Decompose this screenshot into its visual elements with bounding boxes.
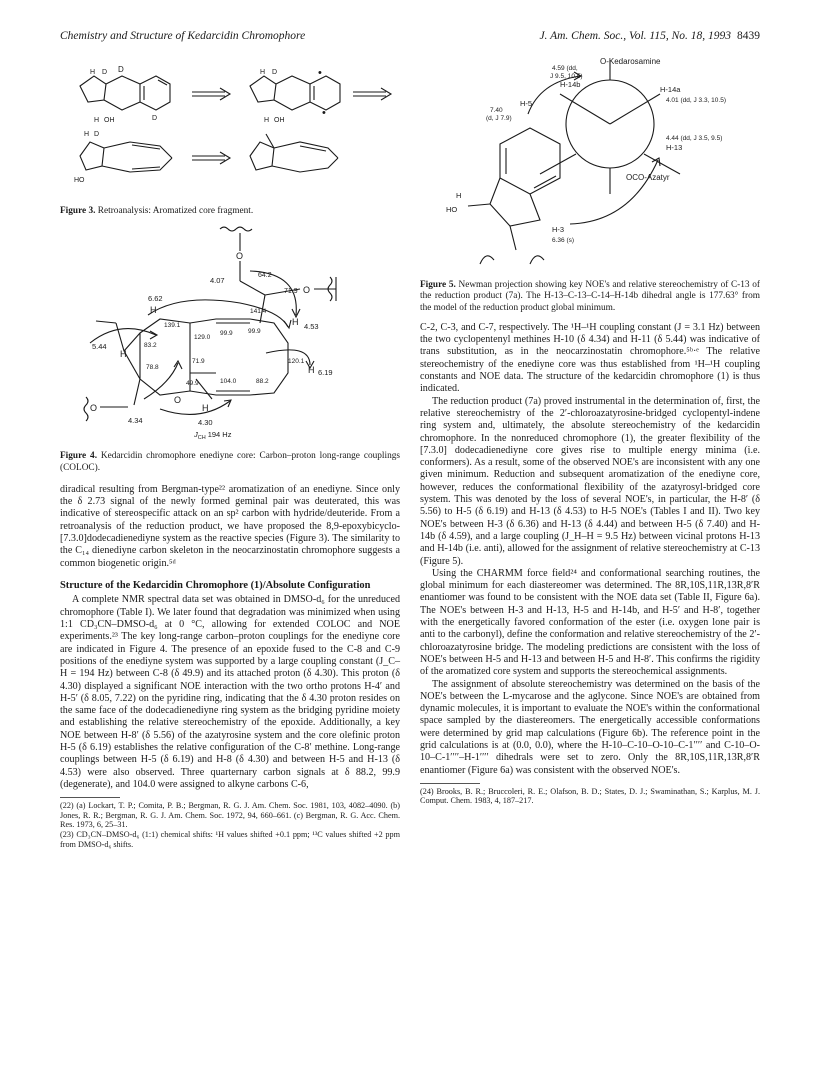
right-paragraph-3: Using the CHARMM force field²⁴ and conformational searching routines, the global minimum for each diastereomer was determined. The 8R,10S,11R,13R,8′R enantiomer was found to be consistent with the NOE data set (Table II, Figure 6a). The NOE's between H-3 and H-13, H-5 and H-14b, and H-5′ and H-8′, together with the energetically favored conformation of the ester (i.e. oxygen lone pair is anti to the carbonyl), define the conformation and relative stereochemistry of the 2′-chloroazatyrosine bridge. The modeling predictions are consistent with the loss of NOE's between H-5 and H-13 and between H-5 and H-8′. This confirms the rigidity of the aromatized core system and supports the stereochemical assignments. [420,567,760,678]
fig4-oxygen-3: O [90,403,98,414]
figure-3-caption [60,206,400,217]
figure-3 [60,54,400,204]
fig3-d-label-2: D [102,69,108,76]
left-column [60,54,400,849]
journal-name: J. Am. Chem. Soc., Vol. 115, No. 18, 1993 [539,30,731,42]
figure-3-caption-label: Figure 3. [60,206,96,216]
fig3-radical-dot-2: • [322,107,326,119]
footnote-23: (23) CD₃CN–DMSO-d₆ (1:1) chemical shifts: ¹H values shifted +0.1 ppm; ¹³C values shifted +2 ppm from DMSO-d₆ shifts. [60,830,400,849]
right-footnotes [420,787,760,806]
fig5-h14a-shift: 4.01 (dd, J 3.3, 10.5) [666,97,726,104]
fig4-label-4-53: 4.53 [304,322,319,332]
left-paragraph-1: diradical resulting from Bergman-type²² aromatization of an enediyne. Since only the δ 2.73 signal of the newly formed geminal pair was deuterated, this was indicative of stereospecific attack on an sp² carbon with hydride/deuteride. From a retroanalysis of the reduction product, we have proposed the 8,9-epoxybicyclo-[7.3.0]dodecadienediyne system as the reactive species (Figure 3). The similarity to the C₁₄ dienediyne carbon skeleton in the neocarzinostatin chromophore suggests a common biogenetic origin.⁵ᵈ [60,483,400,569]
fig5-h: H [456,191,462,200]
fig3-h-label-2: H [94,117,100,124]
fig4-label-139-1: 139.1 [164,322,181,330]
footnote-22: (22) (a) Lockart, T. P.; Comita, P. B.; Bergman, R. G. J. Am. Chem. Soc. 1981, 103, 4082–4090. (b) Jones, R. R.; Bergman, R. G. J. Am. Chem. Soc. 1972, 94, 660–661. (c) Bergman, R. G. Acc. Chem. Res. 1973, 6, 25–31. [60,801,400,830]
fig3-h-label-5: H [84,131,90,138]
fig4-label-120-1: 120.1 [288,358,305,366]
footnote-rule-left [60,797,120,798]
fig3-d-label-3: D [152,115,158,122]
fig3-ho-label: HO [74,177,85,184]
fig5-h14b-j: J 9.5, 10.5) [550,73,583,80]
fig4-label-49-9: 49.9 [186,380,199,388]
fig3-d-label-4: D [272,69,278,76]
page-number: 8439 [737,30,760,42]
fig4-h-3: H [120,349,127,360]
left-footnotes [60,801,400,849]
fig4-label-88-2: 88.2 [256,378,269,386]
fig4-label-78-8: 78.8 [146,364,159,372]
fig5-h14a: H-14a [660,85,681,94]
figure-5 [420,54,760,276]
fig3-d-label-1: D [118,65,124,74]
fig5-h5-j: (d, J 7.9) [486,115,512,122]
fig5-h3-shift: 6.36 (s) [552,237,575,244]
figure-5-caption [420,280,760,314]
fig4-oxygen-4: O [174,395,182,406]
fig4-label-71-9b: 71.9 [192,358,205,366]
figure-4-caption [60,451,400,474]
fig3-h-label-1: H [90,69,96,76]
fig5-h13-shift: 4.44 (dd, J 3.5, 9.5) [666,135,723,142]
running-header [60,30,760,46]
fig3-d-label-5: D [94,131,100,138]
fig4-label-71-9a: 71.9 [284,288,298,296]
fig4-label-104-0: 104.0 [220,378,237,386]
fig3-h-label-4: H [264,117,270,124]
journal-citation [539,30,760,42]
figure-5-drawing [420,54,760,276]
fig4-h-5: H [202,403,209,414]
fig4-label-99-9a: 99.9 [220,330,233,338]
figure-4-drawing [60,223,400,445]
fig4-h-4: H [308,365,315,376]
fig4-label-6-19: 6.19 [318,368,333,378]
fig5-ho: HO [446,205,458,214]
fig5-h3: H-3 [552,225,565,234]
fig5-azatyr: OCO-Azatyr [626,173,670,182]
fig4-top-oxygen: O [236,251,244,262]
fig4-label-99-9b: 99.9 [248,328,261,336]
fig4-label-6-62: 6.62 [148,294,163,304]
fig3-oh-label-2: OH [274,117,285,124]
right-column [420,54,760,806]
figure-5-caption-text: Newman projection showing key NOE's and relative stereochemistry of C-13 of the reduction product (7a). The H-13–C-13–C-14–H-14b dihedral angle is 177.63° from the model of the reduction product global minimum. [420,280,760,313]
fig4-label-129-0: 129.0 [194,334,211,342]
footnote-rule-right [420,783,480,784]
section-heading: Structure of the Kedarcidin Chromophore (1)/Absolute Configuration [60,579,371,591]
fig4-label-4-34: 4.34 [128,416,143,426]
fig4-label-4-30: 4.30 [198,418,213,428]
figure-5-caption-label: Figure 5. [420,280,456,290]
figure-4-caption-text: Kedarcidin chromophore enediyne core: Carbon–proton long-range couplings (COLOC). [60,451,400,473]
fig5-h5-shift: 7.40 [490,107,503,114]
fig4-label-4-07: 4.07 [210,276,225,286]
fig4-jch-symbol: J [194,430,198,440]
fig4-h-1: H [150,305,157,316]
fig5-h14b: H-14b [560,80,581,89]
fig4-label-141-4: 141.4 [250,308,267,316]
fig4-jch-value: 194 Hz [207,430,232,440]
figure-3-caption-text: Retroanalysis: Aromatized core fragment. [97,206,254,216]
figure-4-caption-label: Figure 4. [60,451,98,462]
journal-article-title: Chemistry and Structure of Kedarcidin Chromophore [60,30,306,42]
fig4-jch-label [193,430,232,441]
fig4-label-83-2: 83.2 [144,342,157,350]
fig3-oh-label-1: OH [104,117,115,124]
left-paragraph-2: A complete NMR spectral data set was obtained in DMSO-d₆ for the unreduced chromophore (Table I). We later found that degradation was minimized when using 1:1 CD₃CN–DMSO-d₆ at 0 °C, allowing for extended COLOC and NOE experiments.²³ The key long-range carbon–proton couplings for the enediyne core are indicated in Figure 4. The presence of an epoxide fused to the C-8 and C-9 positions of the enediyne system was supported by a large coupling constant (J_C–H = 194 Hz) between C-8 (δ 49.9) and its attached proton (δ 4.30). This proton (δ 4.30) displayed a significant NOE interaction with the two ortho protons H-4′ and H-5′ (δ 8.05, 7.22) on the pyridine ring, indicating that the δ 4.30 proton resides on the same face of the dodecadienediyne ring system as the bridging pyridine moiety and establishing the relative stereochemistry of the epoxide. Additionally, a key NOE between H-8′ (δ 5.56) of the azatyrosine system and the core olefinic proton H-5 (δ 6.19) establishes the relative configuration of the C-8′ methine. Long-range couplings between H-5 (δ 6.19) and H-8 (δ 4.30) and between H-5 and H-13 (δ 4.53) were also observed. Three quarternary carbon signals at δ 88.2, 99.9 (degenerate), and 104.0 were assigned to alkyne carbons C-6, [60,594,400,790]
right-paragraph-1: C-2, C-3, and C-7, respectively. The ¹H–¹H coupling constant (J = 3.1 Hz) between the two cyclopentenyl methines H-10 (δ 4.34) and H-11 (δ 5.44) was indicative of trans substitution, as in the neocarzinostatin chromophore.⁵ᵇ·ᵉ The relative stereochemistry of the enediyne core was thus established from ¹H–¹H coupling constants and NOE data. The structure of the kedarcidin chromophore (1) is thus indicated. [420,321,760,395]
fig5-h14b-shift: 4.59 (dd, [552,65,578,72]
figure-4 [60,223,400,445]
fig4-label-5-44: 5.44 [92,342,107,352]
fig3-h-label-3: H [260,69,266,76]
fig5-kedarosamine: O-Kedarosamine [600,57,661,66]
right-paragraph-2: The reduction product (7a) proved instrumental in the determination of, first, the relative stereochemistry of the 2′-chloroazatyrosine-bridged cyclopentyl-indene ring system and, ultimately, the absolute stereochemistry of the kedarcidin chromophore. In the nonreduced chromophore (1), the greater flexibility of the [7.3.0] dodecadienediyne core gives rise to multiple energy minima (i.e. conformers). As a result, some of the observed NOE's are inconsistent with any one given minimum. Reduction and subsequent aromatization of the enediyne core, however, reduces the conformational flexibility of the azatyrosyl-bridged core system. This was denoted by the loss of several NOE's, in particular, the H-8′ (δ 5.56) to H-5 (δ 6.19) and H-13 (δ 4.53) to H-5 NOE's (Tables I and II). Two key NOE's between H-3 (δ 6.36) and H-13 (δ 4.44) and between H-5 (δ 7.40) and H-14b (δ 4.59), and a large coupling (J_H–H = 9.5 Hz) between vicinal protons H-13 and H-14b (i.e. anti), allowed for the assignment of relative stereochemistry at C-13 (Figure 5). [420,395,760,567]
figure-3-drawing [60,54,400,204]
fig3-radical-dot-1: • [318,67,322,79]
right-paragraph-4: The assignment of absolute stereochemistry was determined on the basis of the NOE's between the L-mycarose and the aglycone. Since NOE's are obtained from dynamic molecules, it is important to evaluate the NOE's within the conformational space sampled by the diastereomers. The energetically accessible conformations were determined by grid map calculations (Figure 6b). The reference point in the grid calculations is at (0.0, 0.0), where the H-10–C-10–O-10–C-1′′′′ and C-10–O-10–C-1′′′′–H-1′′′′ dihedrals were set to zero. Only the 8R,10S,11R,13R,8′R enantiomer (Figure 6a) was consistent with the observed NOE's. [420,678,760,776]
fig4-label-64-2: 64.2 [258,272,272,280]
fig5-h13: H-13 [666,143,683,152]
fig4-jch-subscript: CH [197,435,206,442]
footnote-24: (24) Brooks, B. R.; Bruccoleri, R. E.; Olafson, B. D.; States, D. J.; Swaminathan, S.; Karplus, M. J. Comput. Chem. 1983, 4, 187–217. [420,786,760,806]
fig5-h5: H-5 [520,99,533,108]
fig4-h-2: H [292,317,299,328]
fig4-oxygen-2: O [303,285,311,296]
